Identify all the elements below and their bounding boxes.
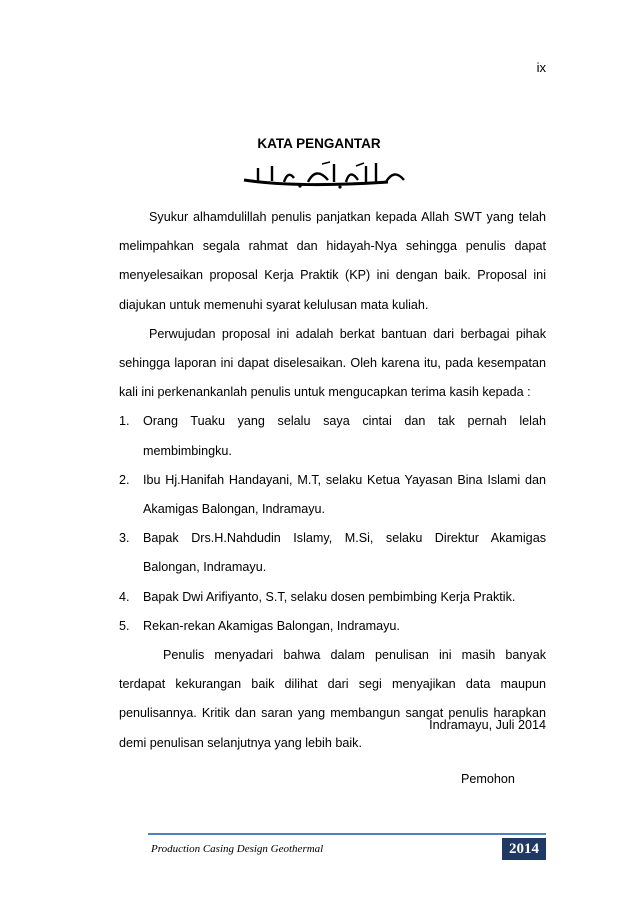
body-text	[119, 203, 546, 758]
paragraph-closing: Penulis menyadari bahwa dalam penulisan ini masih banyak terdapat kekurangan baik dilihat dari segi menyajikan data maupun penulisannya. Kritik dan saran yang membangun sangat penulis harapkan demi penulisan selanjutnya yang lebih baik.	[119, 648, 546, 750]
city-date: Indramayu, Juli 2014	[429, 718, 546, 732]
footer-title: Production Casing Design Geothermal	[151, 843, 324, 855]
list-item: 5. Rekan-rekan Akamigas Balongan, Indramayu.	[119, 618, 400, 633]
list-item: 1. Orang Tuaku yang selalu saya cintai dan tak pernah lelah membimbingku.	[119, 414, 546, 458]
list-item: 2. Ibu Hj.Hanifah Handayani, M.T, selaku Ketua Yayasan Bina Islami dan Akamigas Balongan, Indramayu.	[119, 472, 546, 517]
paragraph-intro: Syukur alhamdulillah penulis panjatkan kepada Allah SWT yang telah melimpahkan segala rahmat dan hidayah-Nya sehingga penulis dapat menyelesaikan proposal Kerja Praktik (KP) ini dengan baik. Proposal ini diajukan untuk memenuhi syarat kelulusan mata kuliah.	[119, 210, 546, 312]
list-item: 4. Bapak Dwi Arifiyanto, S.T, selaku dosen pembimbing Kerja Praktik.	[119, 589, 516, 604]
footer-divider	[148, 833, 546, 835]
footer-year-badge: 2014	[502, 838, 546, 860]
signer-label: Pemohon	[461, 772, 515, 786]
thanks-list	[119, 407, 546, 641]
bismillah-calligraphy-icon	[238, 160, 410, 190]
paragraph-acknowledgement: Perwujudan proposal ini adalah berkat bantuan dari berbagai pihak sehingga laporan ini dapat diselesaikan. Oleh karena itu, pada kesempatan kali ini perkenankanlah penulis untuk mengucapkan terima kasih kepada :	[119, 326, 546, 400]
page-number: ix	[536, 60, 546, 75]
list-item: 3. Bapak Drs.H.Nahdudin Islamy, M.Si, selaku Direktur Akamigas Balongan, Indramayu.	[119, 531, 546, 575]
page-title: KATA PENGANTAR	[257, 136, 381, 151]
